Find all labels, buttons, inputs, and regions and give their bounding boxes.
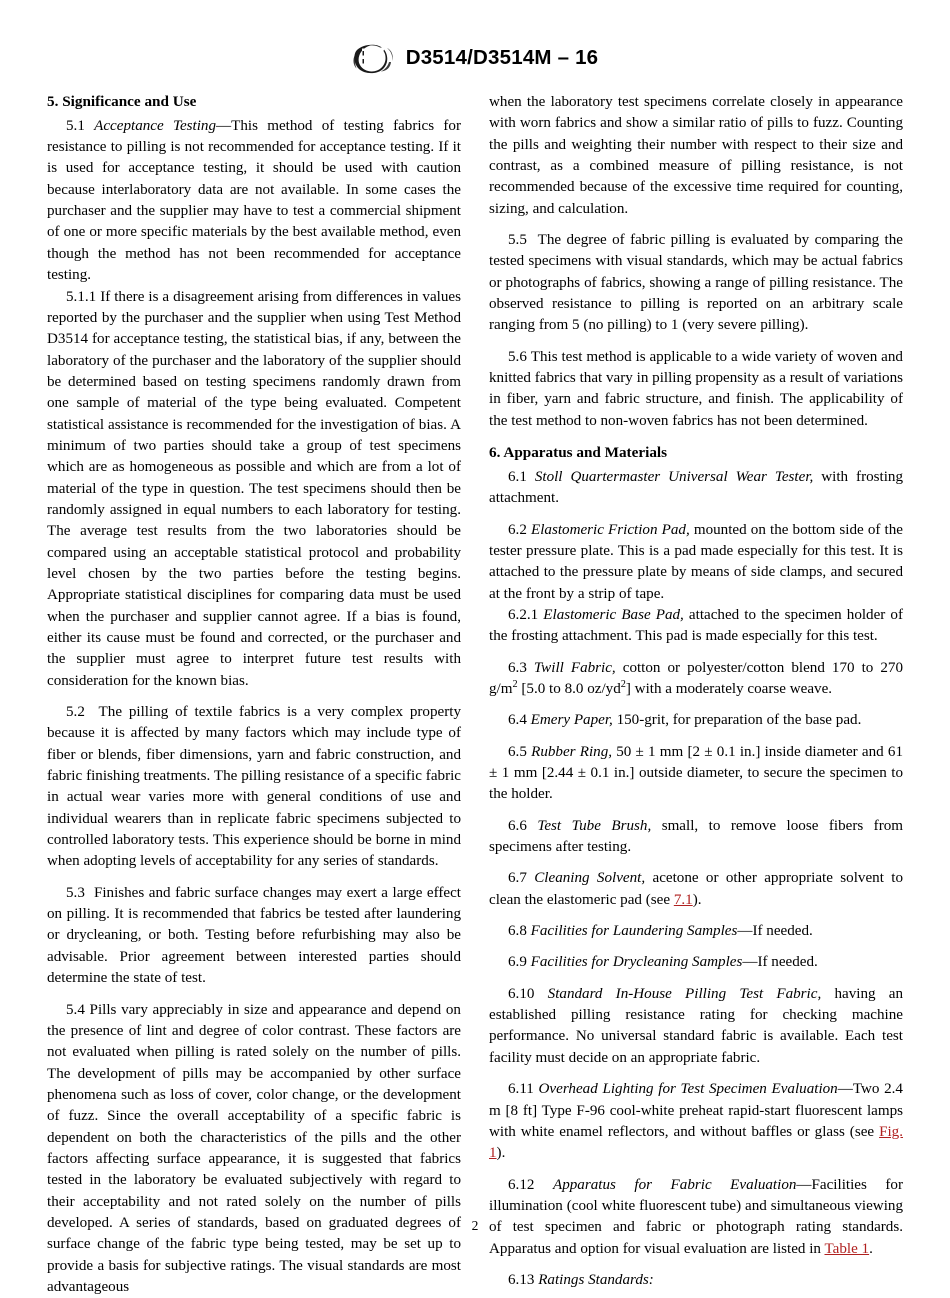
paragraph-number: 5.6 — [508, 349, 527, 365]
paragraph-number: 6.1 — [508, 469, 527, 485]
paragraph-5-6 — [489, 347, 903, 432]
paragraph-6-7 — [489, 868, 903, 911]
paragraph-body: —Two 2.4 m [8 ft] Type F-96 cool-white preheat rapid-start fluorescent lamps with white enamel reflectors, and without baffles or glass (see — [489, 1081, 903, 1140]
paragraph-italic-lead: Twill Fabric, — [534, 660, 616, 676]
paragraph-italic-lead: Cleaning Solvent, — [534, 870, 645, 886]
paragraph-6-6 — [489, 816, 903, 859]
paragraph-6-13 — [489, 1270, 903, 1291]
paragraph-5-3 — [47, 883, 461, 990]
paragraph-6-2-1 — [489, 605, 903, 648]
cross-reference-link-table-1[interactable]: Table 1 — [824, 1241, 869, 1257]
paragraph-body: —Facilities for illumination (cool white fluorescent tube) and simultaneous viewing of test specimen and fabric or photograph rating standards. Apparatus and option for visual evaluation are listed in — [489, 1177, 903, 1257]
paragraph-5-1-1 — [47, 287, 461, 693]
paragraph-body: with frosting attachment. — [489, 469, 903, 506]
paragraph-italic-lead: Overhead Lighting for Test Specimen Evaluation — [539, 1081, 838, 1097]
paragraph-body-after-link: . — [869, 1241, 873, 1257]
astm-logo-icon — [352, 40, 396, 76]
paragraph-italic-lead: Emery Paper, — [531, 712, 613, 728]
superscript-gsm: 2 — [512, 679, 517, 690]
paragraph-6-9 — [489, 952, 903, 973]
paragraph-italic-lead: Stoll Quartermaster Universal Wear Tester, — [535, 469, 813, 485]
paragraph-number: 5.5 — [508, 232, 527, 248]
paragraph-body: Finishes and fabric surface changes may exert a large effect on pilling. It is recommended that fabrics be tested after laundering or drycleaning, or both. Testing before refurbishing may also be advisable. Prior agreement between interested parties should determine the state of test. — [47, 885, 461, 986]
paragraph-number: 6.11 — [508, 1081, 534, 1097]
paragraph-body-after-link: ). — [497, 1145, 506, 1161]
paragraph-number: 6.2.1 — [508, 607, 538, 623]
paragraph-6-2 — [489, 520, 903, 605]
paragraph-continuation: when the laboratory test specimens correlate closely in appearance with worn fabrics and show a similar ratio of pills to fuzz. Counting the pills and weighting their number with respect to their size and contrast, as a combined measure of pilling resistance, is not recommended because of the excessive time required for counting, sizing, and calculation. — [489, 92, 903, 220]
page-number: 2 — [0, 1218, 950, 1234]
section-heading-6: 6. Apparatus and Materials — [489, 443, 903, 463]
document-designation: D3514/D3514M – 16 — [406, 46, 599, 70]
right-column — [489, 92, 903, 1298]
paragraph-number: 6.3 — [508, 660, 527, 676]
paragraph-body: small, to remove loose fibers from specimens after testing. — [489, 818, 903, 855]
paragraph-6-8 — [489, 921, 903, 942]
paragraph-body: attached to the specimen holder of the frosting attachment. This pad is made especially for this test. — [489, 607, 903, 644]
paragraph-body: —If needed. — [737, 923, 812, 939]
paragraph-5-2 — [47, 702, 461, 873]
paragraph-italic-lead: Facilities for Drycleaning Samples — [531, 954, 743, 970]
paragraph-italic-lead: Facilities for Laundering Samples — [531, 923, 738, 939]
paragraph-body: The degree of fabric pilling is evaluated by comparing the tested specimens with visual standards, which may be actual fabrics or photographs of fabrics, showing a range of pilling resistance. The observed resistance to pilling is reported on an arbitrary scale ranging from 5 (no pilling) to 1 (very severe pilling). — [489, 232, 903, 333]
section-heading-5: 5. Significance and Use — [47, 92, 461, 112]
paragraph-italic-lead: Rubber Ring, — [531, 744, 612, 760]
paragraph-body-after-link: ). — [693, 892, 702, 908]
paragraph-number: 5.2 — [66, 704, 85, 720]
paragraph-number: 5.4 — [66, 1002, 85, 1018]
paragraph-6-11 — [489, 1079, 903, 1164]
paragraph-number: 5.1.1 — [66, 289, 96, 305]
paragraph-body: 150-grit, for preparation of the base pad. — [613, 712, 862, 728]
paragraph-5-5 — [489, 230, 903, 337]
paragraph-number: 6.12 — [508, 1177, 534, 1193]
paragraph-number: 6.10 — [508, 986, 534, 1002]
paragraph-italic-lead: Elastomeric Friction Pad, — [531, 522, 690, 538]
cross-reference-link-7-1[interactable]: 7.1 — [674, 892, 693, 908]
paragraph-body-part1: cotton or polyester/cotton blend 170 to 270 g/m — [489, 660, 903, 697]
paragraph-italic-lead: Ratings Standards: — [538, 1272, 654, 1288]
document-header — [0, 40, 950, 76]
paragraph-body-part2: [5.0 to 8.0 oz/yd — [518, 681, 621, 697]
paragraph-number: 6.9 — [508, 954, 527, 970]
paragraph-number: 6.6 — [508, 818, 527, 834]
paragraph-body: This test method is applicable to a wide variety of woven and knitted fabrics that vary in pilling propensity as a result of variations in fiber, yarn and fabric structure, and finish. The applicability of the test method to non-woven fabrics has not been determined. — [489, 349, 903, 429]
paragraph-italic-lead: Elastomeric Base Pad, — [543, 607, 684, 623]
paragraph-number: 5.3 — [66, 885, 85, 901]
two-column-body — [47, 92, 903, 1298]
cross-reference-link-fig-1[interactable]: Fig. 1 — [489, 1124, 903, 1161]
paragraph-number: 6.8 — [508, 923, 527, 939]
paragraph-5-1 — [47, 116, 461, 287]
paragraph-5-4 — [47, 1000, 461, 1298]
paragraph-body: The pilling of textile fabrics is a very complex property because it is affected by many factors which may include type of fiber or blends, fiber dimensions, yarn and fabric construction, and fabric finishing treatments. The pilling resistance of a specific fabric in actual wear varies more with general conditions of use and individual wearers than in replicate fabric specimens subjected to controlled laboratory tests. This experience should be borne in mind when adopting levels of acceptability for any series of standards. — [47, 704, 461, 869]
paragraph-body: —This method of testing fabrics for resistance to pilling is not recommended for acceptance testing. If it is used for acceptance testing, it should be used with caution because interlaboratory data are not available. In some cases the purchaser and the supplier may have to test a commercial shipment of one or more specific materials by the best available method, even though the method has not been recommended for acceptance testing. — [47, 118, 461, 283]
paragraph-6-4 — [489, 710, 903, 731]
paragraph-6-5 — [489, 742, 903, 806]
paragraph-number: 6.7 — [508, 870, 527, 886]
paragraph-italic-lead: Apparatus for Fabric Evaluation — [553, 1177, 796, 1193]
paragraph-body: 50 ± 1 mm [2 ± 0.1 in.] inside diameter and 61 ± 1 mm [2.44 ± 0.1 in.] outside diameter, to secure the specimen to the holder. — [489, 744, 903, 803]
paragraph-body: having an established pilling resistance rating for checking machine performance. No universal standard fabric is available. Each test facility must decide on an appropriate fabric. — [489, 986, 903, 1066]
paragraph-number: 6.5 — [508, 744, 527, 760]
paragraph-italic-lead: Standard In-House Pilling Test Fabric, — [548, 986, 822, 1002]
paragraph-body: acetone or other appropriate solvent to clean the elastomeric pad (see — [489, 870, 903, 907]
paragraph-body: —If needed. — [742, 954, 817, 970]
paragraph-number: 6.4 — [508, 712, 527, 728]
left-column — [47, 92, 461, 1298]
paragraph-6-3 — [489, 658, 903, 701]
paragraph-body: Pills vary appreciably in size and appearance and depend on the presence of lint and degree of color contrast. These factors are not evaluated when pilling is rated solely on the number of pills. The development of pills may be accompanied by other surface phenomena such as loss of cover, color change, or the development of fuzz. Since the overall acceptability of a specific fabric is dependent on both the characteristics of the pills and the other factors affecting surface appearance, it is suggested that fabrics tested in the laboratory be evaluated subjectively with regard to their acceptability and not rated solely on the number of pills developed. A series of standards, based on graduated degrees of surface change of the fabric type being tested, may be set up to provide a basis for subjective ratings. The visual standards are most advantageous — [47, 1002, 461, 1295]
paragraph-italic-lead: Test Tube Brush, — [537, 818, 651, 834]
paragraph-number: 6.2 — [508, 522, 527, 538]
paragraph-body: mounted on the bottom side of the tester pressure plate. This is a pad made especially for this test. It is attached to the pressure plate by means of side clamps, and secured at the front by a strip of tape. — [489, 522, 903, 602]
paragraph-number: 5.1 — [66, 118, 85, 134]
paragraph-body-part3: ] with a moderately coarse weave. — [626, 681, 832, 697]
paragraph-6-1 — [489, 467, 903, 510]
paragraph-number: 6.13 — [508, 1272, 534, 1288]
paragraph-italic-lead: Acceptance Testing — [94, 118, 216, 134]
superscript-ozyd: 2 — [621, 679, 626, 690]
paragraph-body: If there is a disagreement arising from differences in values reported by the purchaser and the supplier when using Test Method D3514 for acceptance testing, the statistical bias, if any, between the laboratory of the purchaser and the laboratory of the supplier should be determined based on testing specimens randomly drawn from one sample of material of the type being evaluated. Competent statistical assistance is recommended for the investigation of bias. A minimum of two parties should take a group of test specimens which are as homogeneous as possible and which are from a lot of material of the type in question. The test specimens should then be randomly assigned in equal numbers to each laboratory for testing. The average test results from the two laboratories should be compared using an acceptable statistical protocol and probability level chosen by the two parties before the testing begins. Appropriate statistical disciplines for comparing data must be used when the purchaser and supplier cannot agree. If a bias is found, either its cause must be found and corrected, or the purchaser and the supplier must agree to interpret future test results with consideration for the known bias. — [47, 289, 461, 689]
paragraph-6-10 — [489, 984, 903, 1069]
